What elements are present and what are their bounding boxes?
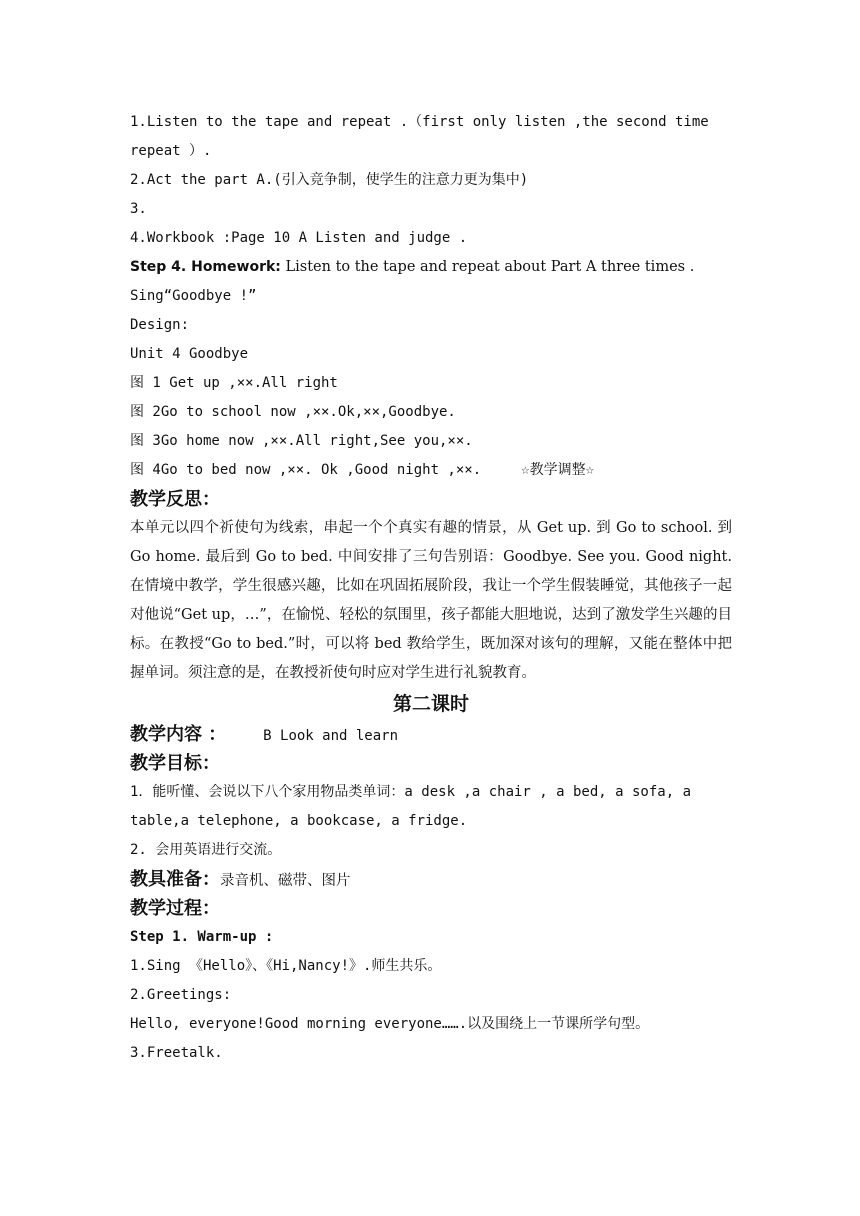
pic4-line	[130, 456, 732, 485]
reflection-paragraph: 本单元以四个祈使句为线索，串起一个个真实有趣的情景，从 Get up. 到 Go to school. 到 Go home. 最后到 Go to bed. 中间安排了三句告别语：Goodbye. See you. Good night. 在情境中教学，学生很感兴趣，比如在巩固拓展阶段，我让一个学生假装睡觉，其他孩子一起对他说“Get up，…”，在愉悦、轻松的氛围里，孩子都能大胆地说，达到了激发学生兴趣的目标。在教授“Go to bed.”时，可以将 bed 教给学生，既加深对该句的理解，又能在整体中把握单词。须注意的是，在教授祈使句时应对学生进行礼貌教育。	[130, 520, 732, 681]
content-label: 教学内容 ：	[130, 724, 227, 745]
goals-heading: 教学目标：	[130, 753, 220, 774]
text-line: 图 3Go home now ,××.All right,See you,××.	[130, 433, 473, 449]
goal-item: 1．能听懂、会说以下八个家用物品类单词：a desk ,a chair , a bed, a sofa, a table,a telephone, a bookcase, a fridge.	[130, 784, 692, 829]
text-line: 2.Greetings:	[130, 987, 232, 1003]
text-line: 图 1 Get up ,××.All right	[130, 375, 338, 391]
text-line: 图 4Go to bed now ,××. Ok ,Good night ,××.	[130, 462, 482, 478]
reflection-heading: 教学反思：	[130, 489, 220, 510]
content-line	[130, 720, 732, 749]
step1-heading: Step 1. Warm-up :	[130, 929, 274, 945]
lesson-title: 第二课时	[392, 693, 469, 715]
document-page	[130, 108, 732, 1068]
text-line: 2.Act the part A.(引入竞争制，使学生的注意力更为集中)	[130, 172, 529, 188]
text-line: 3.	[130, 201, 147, 217]
text-line: 4.Workbook :Page 10 A Listen and judge .	[130, 230, 468, 246]
step4-label: Step 4. Homework:	[130, 259, 281, 275]
text-line: 图 2Go to school now ,××.Ok,××,Goodbye.	[130, 404, 456, 420]
text-line: 1.Listen to the tape and repeat .（first only listen ,the second time repeat ）.	[130, 114, 709, 159]
text-line: Hello, everyone!Good morning everyone…….以及围绕上一节课所学句型。	[130, 1016, 650, 1032]
text-line: 1.Sing 《Hello》、《Hi,Nancy!》.师生共乐。	[130, 958, 442, 974]
tools-line	[130, 865, 732, 894]
process-heading: 教学过程：	[130, 898, 220, 919]
content-value: B Look and learn	[263, 728, 399, 744]
step4-line	[130, 253, 732, 282]
text-line: Sing“Goodbye !”	[130, 288, 257, 304]
text-line: Unit 4 Goodbye	[130, 346, 249, 362]
tools-value: 录音机、磁带、图片	[220, 873, 351, 889]
step4-text: Listen to the tape and repeat about Part A three times .	[280, 259, 695, 275]
goal-item: 2. 会用英语进行交流。	[130, 842, 282, 858]
text-line: 3.Freetalk.	[130, 1045, 223, 1061]
text-line: Design:	[130, 317, 190, 333]
adjust-note: ☆教学调整☆	[521, 462, 595, 478]
tools-label: 教具准备：	[130, 869, 220, 890]
